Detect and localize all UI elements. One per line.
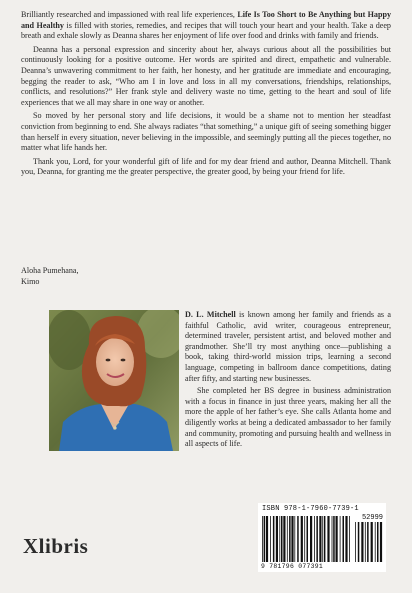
barcode-bar: [270, 516, 271, 562]
barcode-bar: [279, 516, 280, 562]
barcode-bar: [297, 516, 299, 562]
barcode-bar: [377, 522, 379, 562]
bio-p1-rest: is known among her family and friends as a faithful Catholic, avid writer, courageous entrepreneur, determined traveler, persistent artist, and beloved mother and grandmother. She’ll try most anything once—publishing a book, taking third-world mission trips, learning a second language, competing in ballroom dance competitions, dating after fifty, and starting new businesses.: [185, 310, 391, 383]
ean-digits: 9 781796 077391: [261, 563, 324, 570]
barcode-bar: [291, 516, 293, 562]
price-code-label: 52999: [361, 514, 383, 522]
barcode-bar: [266, 516, 268, 562]
barcode-bar: [336, 516, 338, 562]
barcode-bar: [307, 516, 309, 562]
barcode-bar: [304, 516, 305, 562]
barcode-bar: [358, 522, 360, 562]
barcode-bar: [327, 516, 329, 562]
barcode-bar: [273, 516, 275, 562]
barcode-bar: [316, 516, 318, 562]
barcode-bar: [332, 516, 333, 562]
author-name: D. L. Mitchell: [185, 310, 236, 319]
barcode-bar: [276, 516, 278, 562]
barcode-bar: [324, 516, 326, 562]
barcode-bar: [340, 516, 341, 562]
endorsement-blurb: [21, 10, 391, 181]
publisher-logo: Xlibris: [23, 534, 89, 558]
barcode-bar: [361, 522, 363, 562]
blurb-paragraph-4: Thank you, Lord, for your wonderful gift of life and for my dear friend and author, Deanna Mitchell. Thank you, Deanna, for granting me the greater perspective, the greater good, by being your friend for life.: [21, 156, 391, 177]
barcode-bar: [319, 516, 321, 562]
barcode-bar: [283, 516, 285, 562]
ean-barcode-bars: [262, 516, 352, 562]
signoff-name: Kimo: [21, 277, 40, 286]
barcode-bar: [380, 522, 382, 562]
bio-paragraph-2: She completed her BS degree in business administration with a focus in finance in just three years, making her all the more the apple of her father’s eye. She calls Atlanta home and diligently works at being a dedicated ambassador to her family and community, promoting and pursuing health and wellness in all aspects of life.: [185, 386, 391, 449]
signoff-salutation: Aloha Pumehana,: [21, 266, 79, 275]
barcode-bar: [355, 522, 356, 562]
barcode-bar: [264, 516, 266, 562]
barcode-bar: [367, 522, 369, 562]
author-bio: [21, 310, 391, 452]
barcode-bar: [375, 522, 376, 562]
barcode-bar: [310, 516, 312, 562]
barcode-bar: [333, 516, 335, 562]
isbn-barcode: [258, 503, 386, 572]
barcode-bar: [349, 516, 350, 562]
barcode-bar: [281, 516, 283, 562]
isbn-label: ISBN 978-1-7960-7739-1: [262, 505, 359, 513]
barcode-bar: [289, 516, 291, 562]
barcode-bar: [322, 516, 323, 562]
endorsement-signoff: [21, 265, 79, 287]
barcode-bar: [262, 516, 263, 562]
barcode-bar: [314, 516, 315, 562]
blurb-p1-lead: Brilliantly researched and impassioned with real life experiences,: [21, 10, 238, 19]
blurb-paragraph-1: [21, 10, 391, 42]
barcode-bar: [365, 522, 366, 562]
barcode-bar: [294, 516, 295, 562]
book-title-inline: Life Is Too Short to Be Anything but Happy and Healthy: [21, 10, 392, 30]
barcode-bar: [301, 516, 303, 562]
barcode-bar: [343, 516, 345, 562]
price-addon-bars: [355, 522, 383, 562]
barcode-bar: [287, 516, 288, 562]
blurb-paragraph-2: Deanna has a personal expression and sincerity about her, always curious about all the possibilities but continuously looking for a positive outcome. Her words are spirited and direct, empathetic and vulnerable. Deanna’s unwavering commitment to her faith, her honesty, and her gratitude are immediate and encouraging, begging the reader to ask, “Who am I in love and loss in all my conversations, friendships, relationships, conflicts, and resolutions?” Her frank style and delivery waste no time, getting to the heart and soul of life experiences that we all may share in one way or another.: [21, 44, 391, 107]
barcode-bar: [345, 516, 347, 562]
barcode-bar: [371, 522, 373, 562]
blurb-paragraph-3: So moved by her personal story and life decisions, it would be a shame not to mention her steadfast conviction from beginning to end. She always radiates “that something,” a unique gift of seeing something bigger than herself in every situation, never believing in the impossible, and seemingly putting all the pieces together, no matter what life hands her.: [21, 111, 391, 153]
blurb-p1-rest: is filled with stories, remedies, and recipes that will touch your heart and your health. Take a deep breath and exhale slowly as Deanna shares her enjoyment of life over food and drinks with family and friends.: [21, 20, 391, 41]
